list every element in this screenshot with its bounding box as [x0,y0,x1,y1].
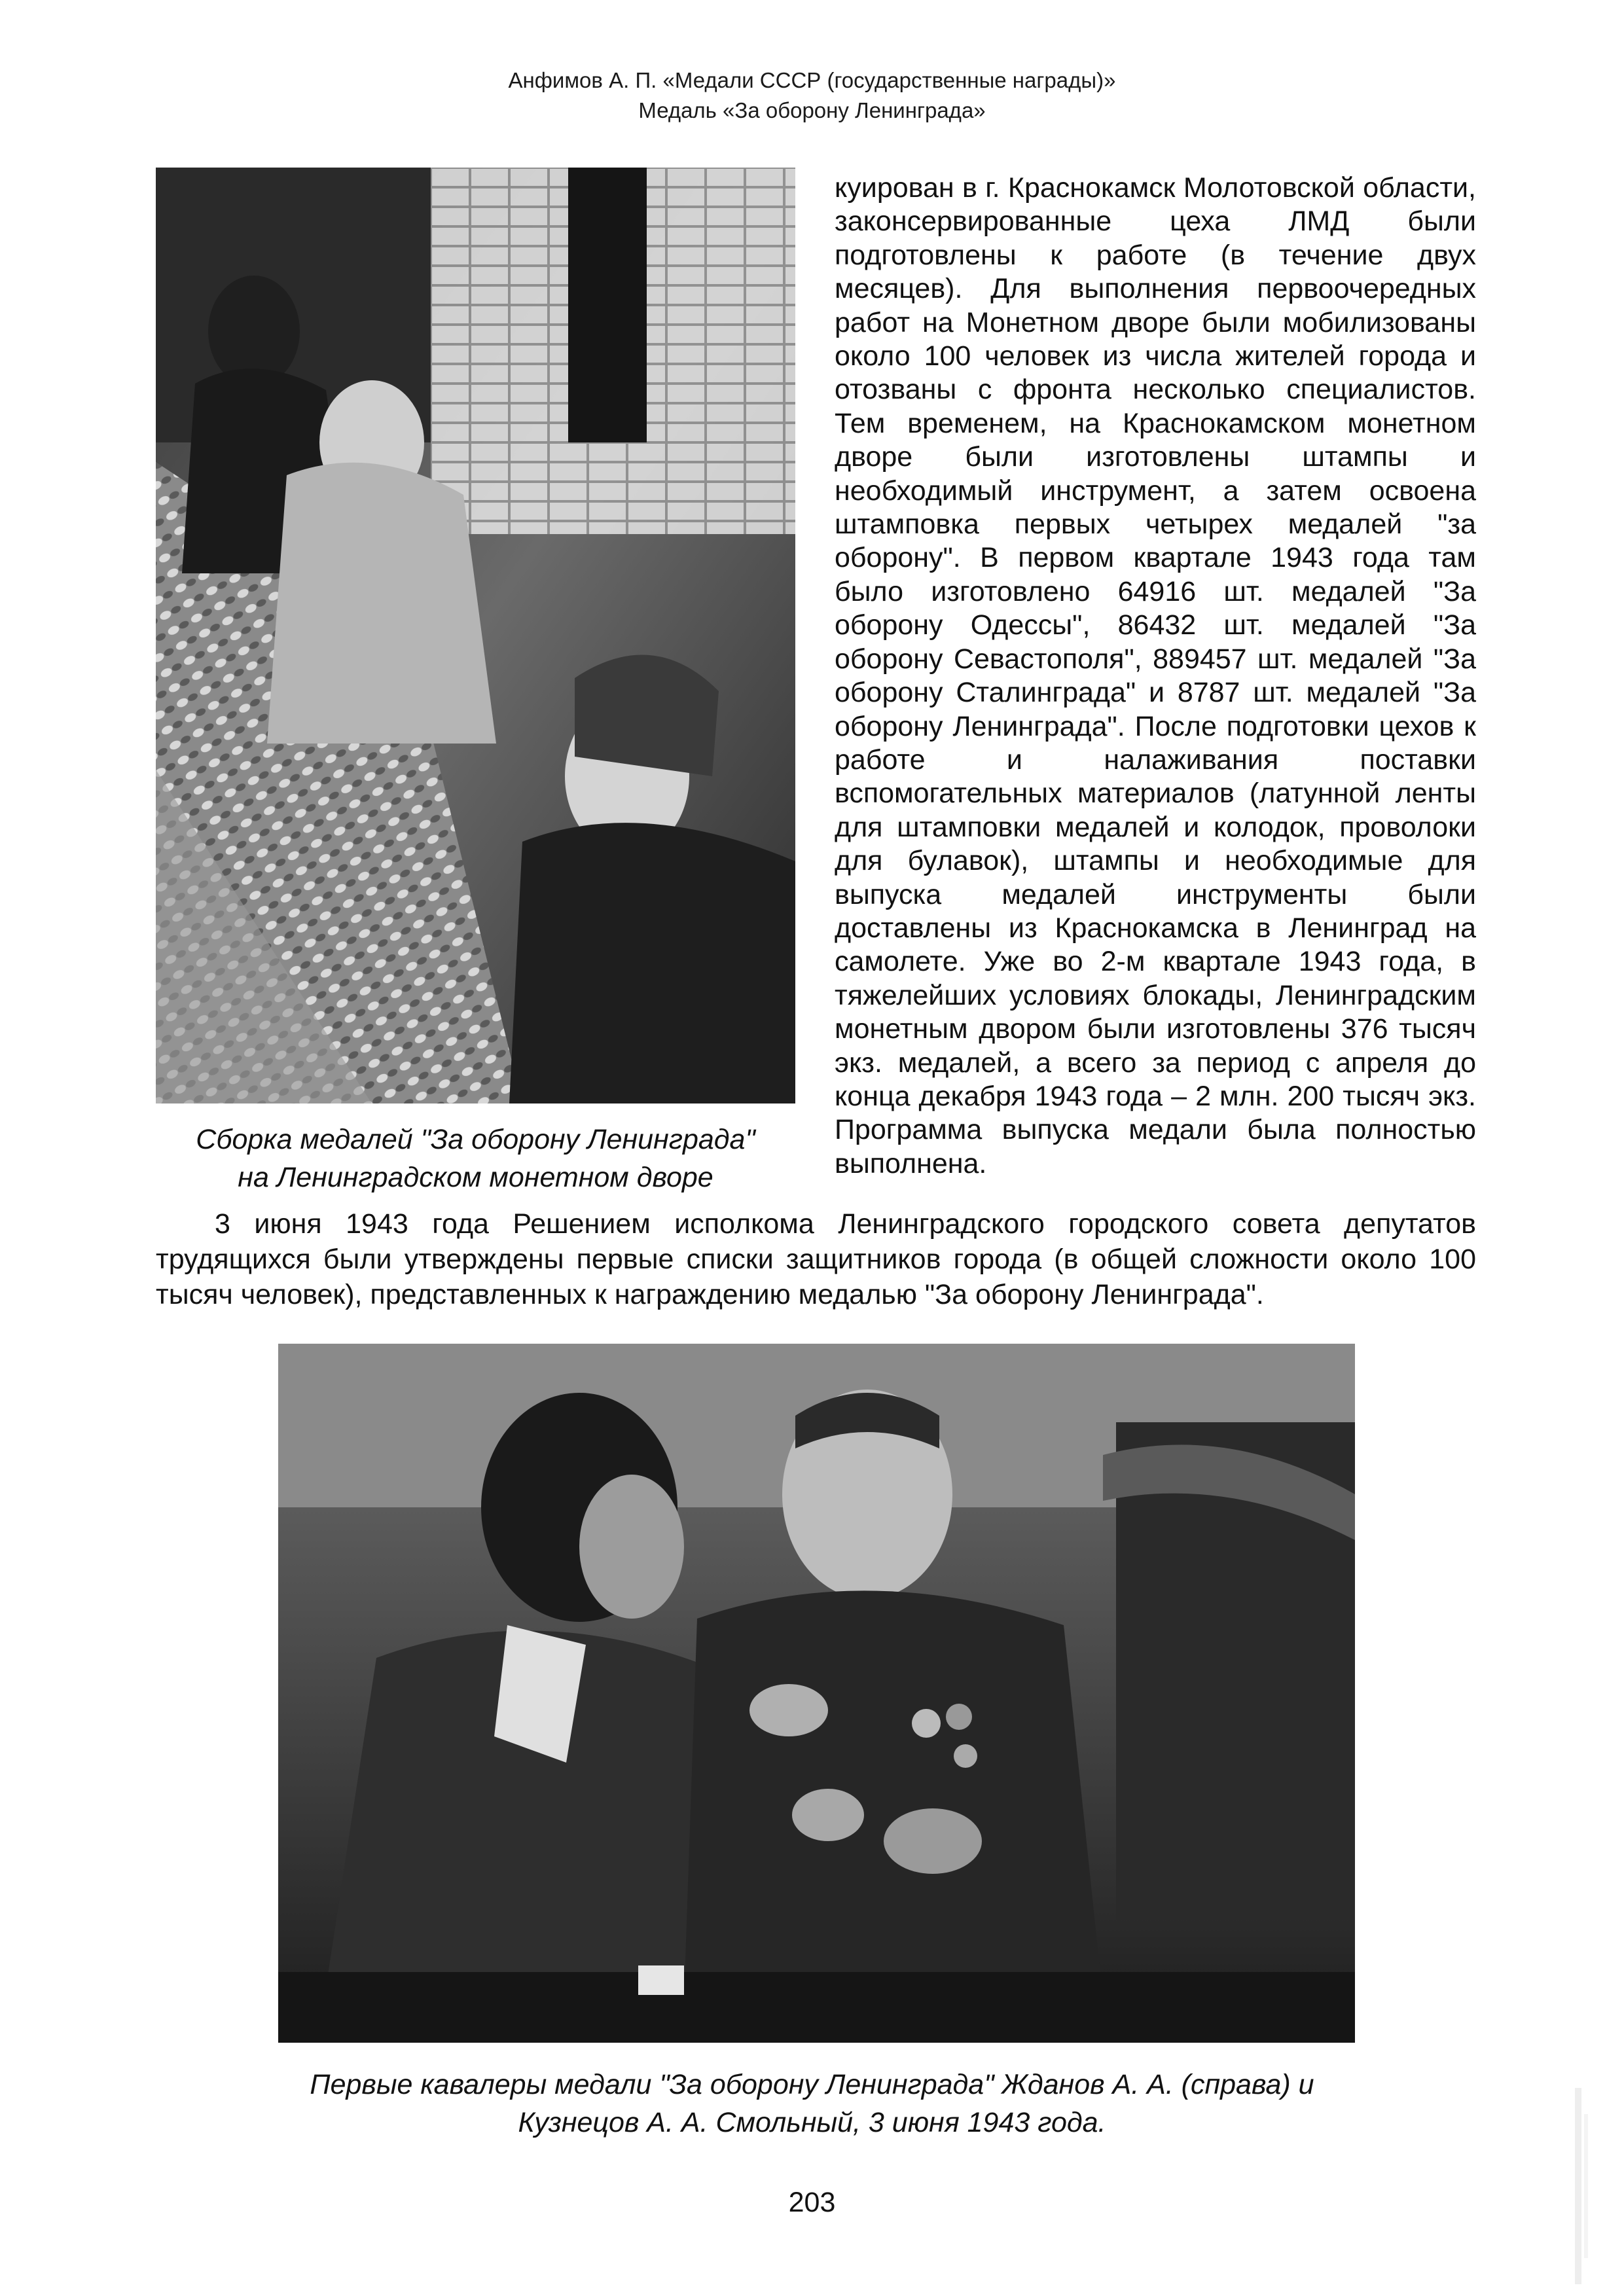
photo-first-recipients [278,1344,1355,2043]
full-width-paragraph: 3 июня 1943 года Решением исполкома Ленинградского городского совета депутатов трудящихся были утверждены первые списки защитников города (в общей сложности около 100 тысяч человек), представленных к награждению медалью "За оборону Ленинграда". [156,1208,1476,1310]
column-paragraph: куирован в г. Краснокамск Молотовской области, законсервированные цеха ЛМД были подготовлены к работе (в течение двух месяцев). Для выполнения первоочередных работ на Монетном дворе были мобилизованы около 100 человек из числа жителей города и отозваны с фронта несколько специалистов. Тем временем, на Краснокамском монетном дворе были изготовлены штампы и необходимый инструмент, а затем освоена штамповка первых четырех медалей "за оборону". В первом квартале 1943 года там было изготовлено 64916 шт. медалей "За оборону Одессы", 86432 шт. медалей "За оборону Севастополя", 889457 шт. медалей "За оборону Сталинграда" и 8787 шт. медалей "За оборону Ленинграда". После подготовки цехов к работе и налаживания поставки вспомогательных материалов (латунной ленты для штамповки медалей и колодок, проволоки для булавок), штампы и необходимые для выпуска медалей инструменты были доставлены из Краснокамска в Ленинград на самолете. Уже во 2-м квартале 1943 года, в тяжелейших условиях блокады, Ленинградским монетным двором были изготовлены 376 тысяч экз. медалей, а всего за период с апреля до конца декабря 1943 года – 2 млн. 200 тысяч экз. Программа выпуска медали была полностью выполнена. [835,172,1476,1179]
caption1-line1: Сборка медалей "За оборону Ленинграда" [196,1124,755,1155]
column-text [835,171,1476,1181]
page-number: 203 [788,2187,836,2218]
photo-medal-assembly-icon [156,168,795,1103]
photo-medal-assembly-caption [156,1121,795,1196]
photo-medal-assembly [156,168,795,1103]
photo-first-recipients-caption [196,2066,1428,2142]
caption2-line2: Кузнецов А. А. Смольный, 3 июня 1943 года. [518,2107,1106,2138]
header-book-title: Анфимов А. П. «Медали СССР (государственные награды)» [508,68,1116,92]
page-header [0,65,1624,126]
watermark-icon [1571,2088,1593,2284]
header-section-title: Медаль «За оборону Ленинграда» [638,98,986,122]
caption2-line1: Первые кавалеры медали "За оборону Ленинграда" Жданов А. А. (справа) и [310,2069,1314,2100]
full-width-text [156,1206,1476,1312]
caption1-line2: на Ленинградском монетном дворе [238,1162,713,1193]
photo-first-recipients-icon [278,1344,1355,2043]
